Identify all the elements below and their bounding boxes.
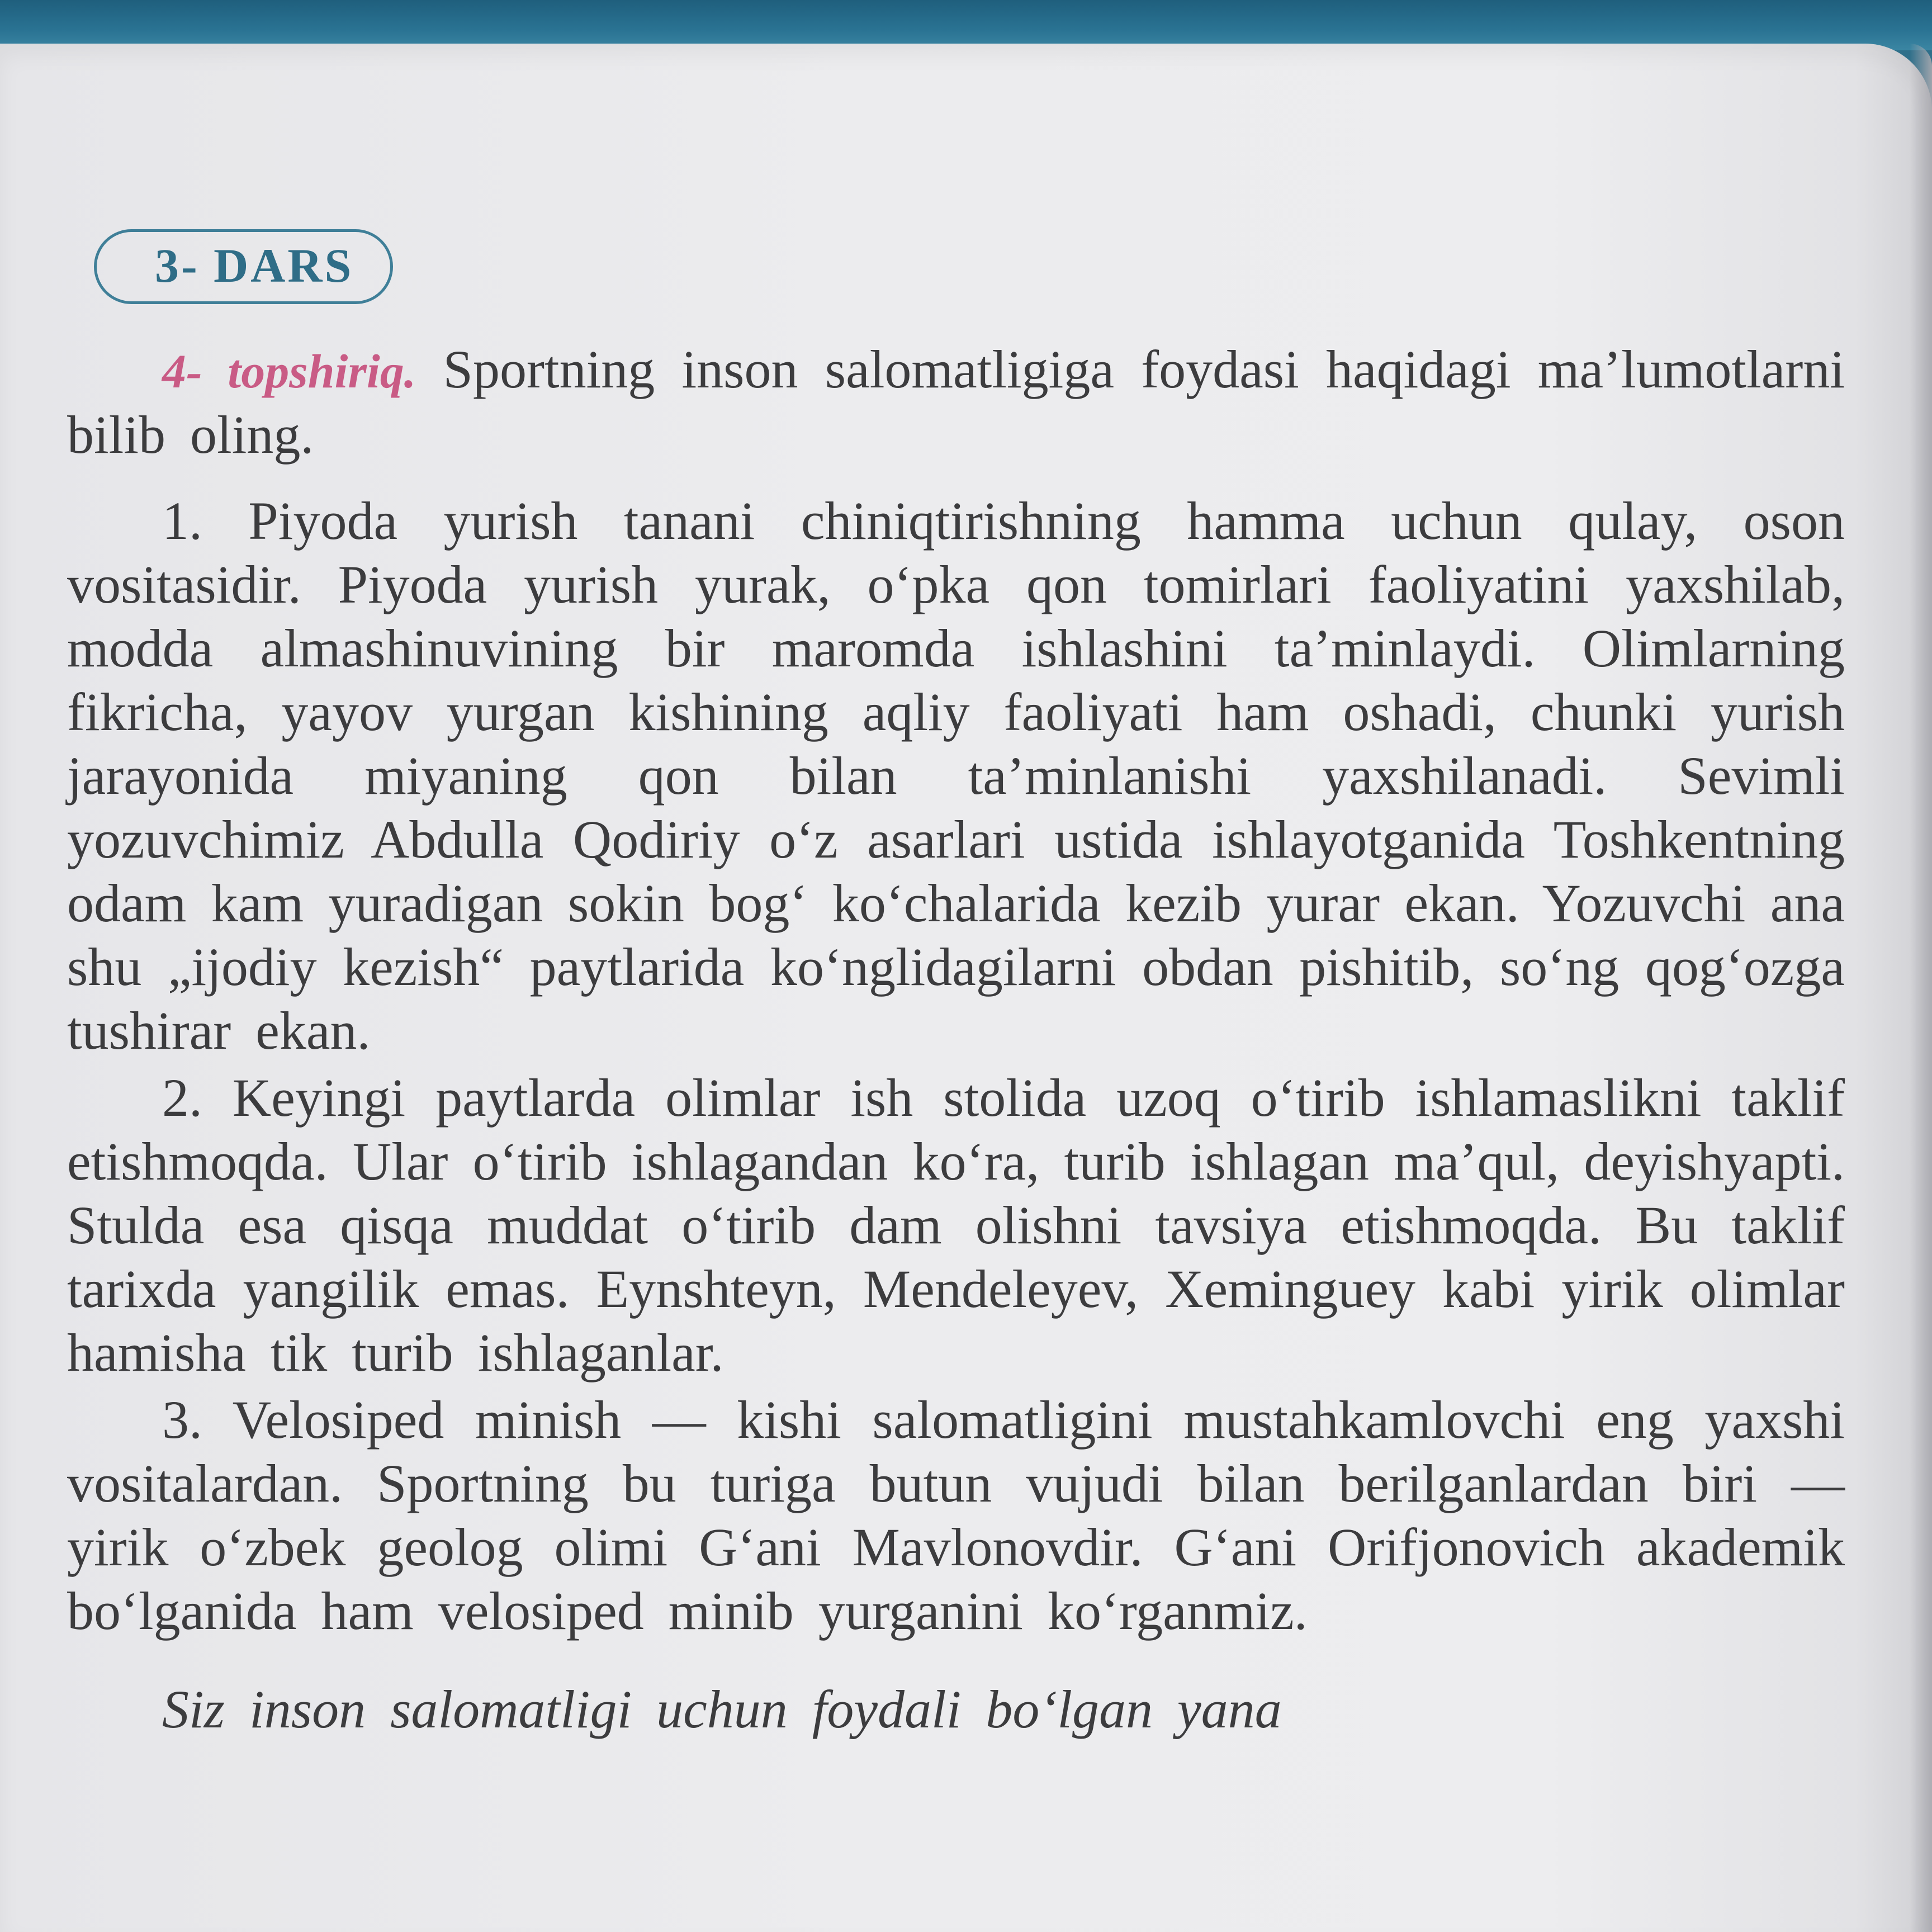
task-label: 4- topshiriq. xyxy=(162,344,416,398)
closing-question: Siz inson salomatligi uchun foydali bo‘lgan yana xyxy=(162,1679,1282,1739)
task-instruction: Sportning inson salomatligiga foydasi haqidagi ma’lumotlarni bilib oling. xyxy=(67,339,1845,465)
task-intro xyxy=(67,338,1845,467)
paragraph-standing-work: 2. Keyingi paytlarda olimlar ish stolida uzoq o‘tirib ishlamaslikni taklif etishmoqda. Ular o‘tirib ishlagandan ko‘ra, turib ishlagan ma’qul, deyishyapti. Stulda esa qisqa muddat o‘tirib dam olishni tavsiya etishmoqda. Bu taklif tarixda yangilik emas. Eynshteyn, Mendeleyev, Xeminguey kabi yirik olimlar hamisha tik turib ishlaganlar. xyxy=(67,1068,1845,1382)
paragraph-walking: 1. Piyoda yurish tanani chiniqtirishning hamma uchun qulay, oson vositasidir. Piyoda yurish yurak, o‘pka qon tomirlari faoliyatini yaxshilab, modda almashinuvining bir maromda ishlashini ta’minlaydi. Olimlarning fikricha, yayov yurgan kishining aqliy faoliyati ham oshadi, chunki yurish jarayonida miyaning qon bilan ta’minlanishi yaxshilanadi. Sevimli yozuvchimiz Abdulla Qodiriy o‘z asarlari ustida ishlayotganida Toshkentning odam kam yuradigan sokin bog‘ ko‘chalarida kezib yurar ekan. Yozuvchi ana shu „ijodiy kezish“ paytlarida ko‘nglidagilarni obdan pishitib, so‘ng qog‘ozga tushirar ekan. xyxy=(67,491,1845,1060)
lesson-badge: 3- DARS xyxy=(94,229,393,304)
page-content xyxy=(67,229,1845,1741)
page-curl-shadow xyxy=(1910,44,1932,1932)
paragraph-cycling: 3. Velosiped minish — kishi salomatligini mustahkamlovchi eng yaxshi vositalardan. Sportning bu turiga butun vujudi bilan berilganlardan biri — yirik o‘zbek geolog olimi G‘ani Mavlonovdir. G‘ani Orifjonovich akademik bo‘lganida ham velosiped minib yurganini ko‘rganmiz. xyxy=(67,1390,1845,1641)
book-cover-edge xyxy=(0,0,1932,50)
